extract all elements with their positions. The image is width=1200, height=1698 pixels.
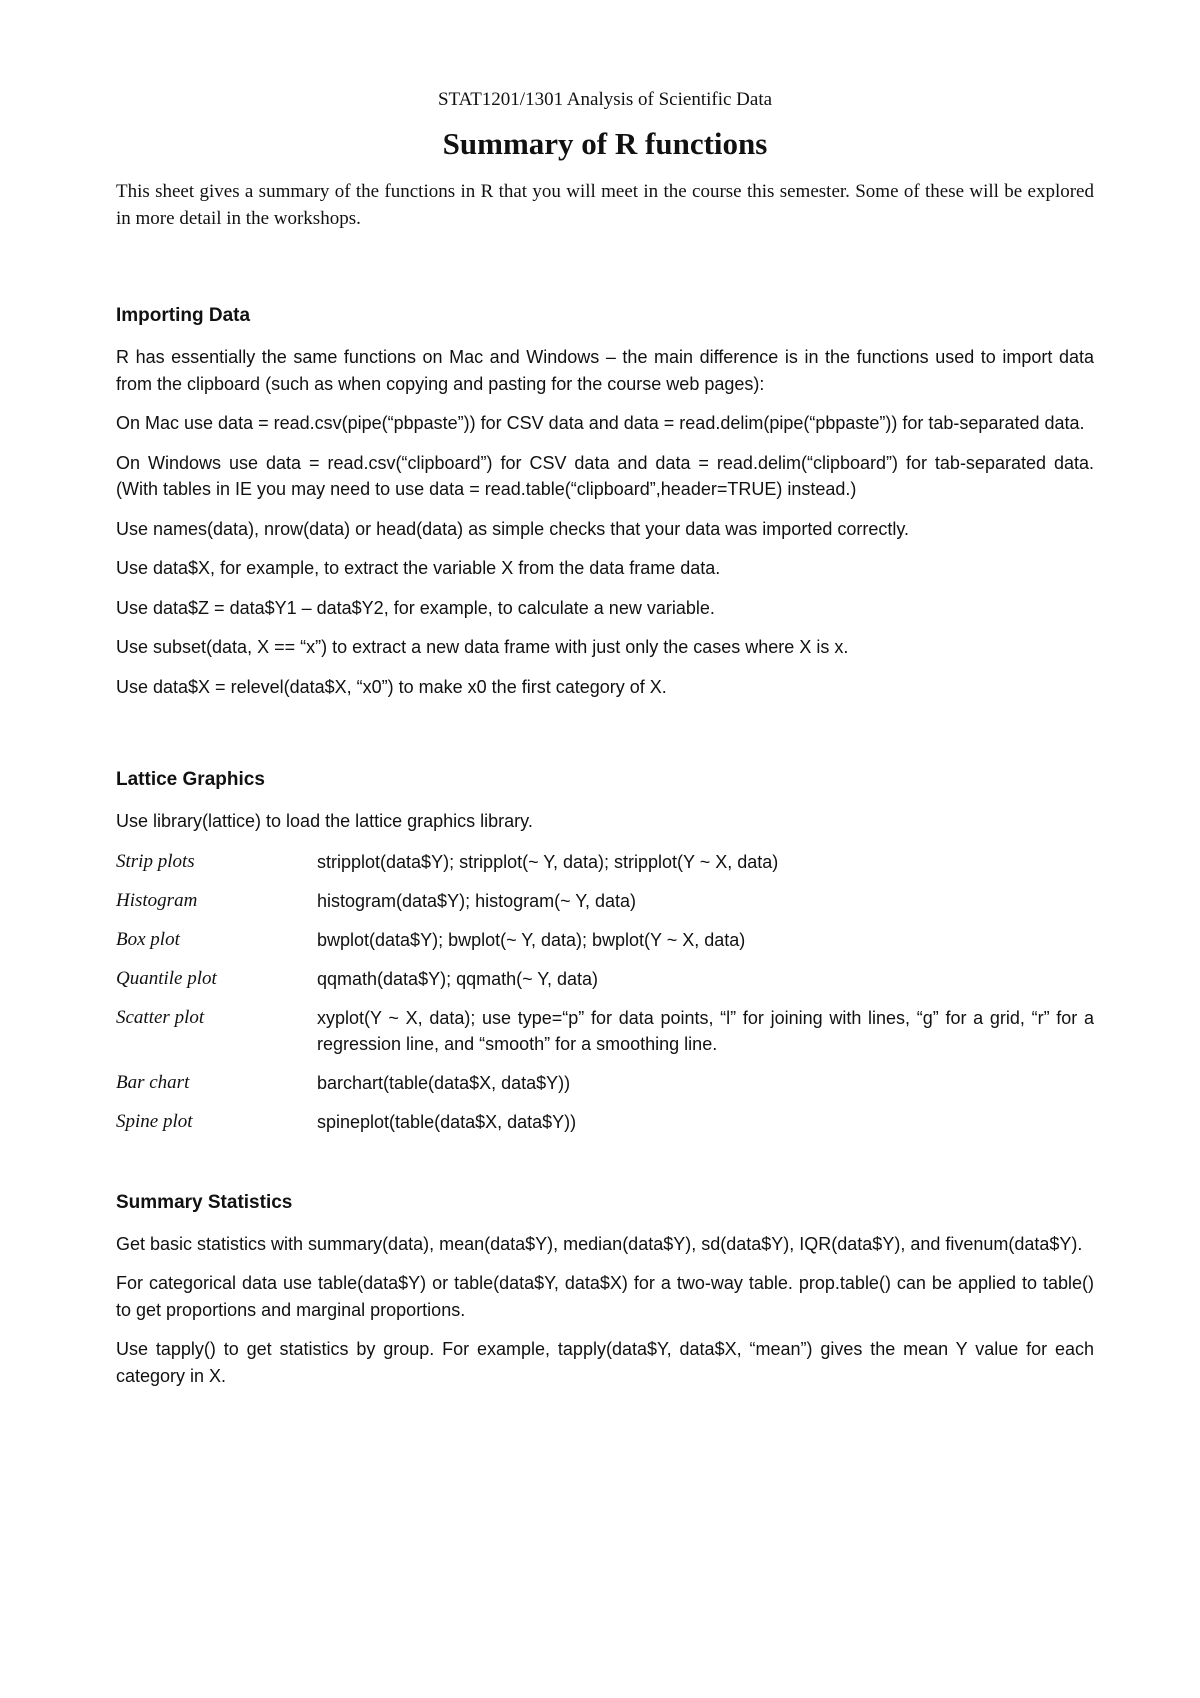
extract-variable-paragraph: Use data$X, for example, to extract the variable X from the data frame data. [116, 558, 721, 578]
section-spacer [116, 245, 1094, 303]
categorical-data-paragraph: For categorical data use table(data$Y) or table(data$Y, data$X) for a two-way table. prop.table() can be applied to table() to get proportions and marginal proportions. [116, 1273, 1094, 1320]
plot-function-text: xyplot(Y ~ X, data); use type=“p” for data points, “l” for joining with lines, “g” for a grid, “r” for a regression line, and “smooth” for a smoothing line. [317, 1007, 1094, 1054]
document-content [116, 86, 1094, 1402]
mac-import-paragraph: On Mac use data = read.csv(pipe(“pbpaste”)) for CSV data and data = read.delim(pipe(“pbpaste”)) for tab-separated data. [116, 413, 1085, 433]
plot-function-text: histogram(data$Y); histogram(~ Y, data) [317, 890, 636, 911]
windows-import-paragraph: On Windows use data = read.csv(“clipboard”) for CSV data and data = read.delim(“clipboard”) for tab-separated data. (With tables in IE you may need to use data = read.table(“clipboard”,header=TRUE) instead.) [116, 452, 1094, 499]
lattice-plot-list [116, 849, 1094, 1135]
plot-function-text: stripplot(data$Y); stripplot(~ Y, data); stripplot(Y ~ X, data) [317, 851, 779, 872]
importing-data-heading: Importing Data [116, 305, 251, 326]
plot-row-strip-plots [116, 849, 1094, 875]
subset-paragraph: Use subset(data, X == “x”) to extract a new data frame with just only the cases where X is x. [116, 637, 849, 657]
course-title: STAT1201/1301 Analysis of Scientific Data [437, 89, 773, 110]
importing-paragraph-1: R has essentially the same functions on Mac and Windows – the main difference is in the functions used to import data from the clipboard (such as when copying and pasting for the course web pages): [116, 347, 1094, 394]
basic-statistics-paragraph: Get basic statistics with summary(data), mean(data$Y), median(data$Y), sd(data$Y), IQR(data$Y), and fivenum(data$Y). [116, 1233, 1083, 1254]
data-check-paragraph: Use names(data), nrow(data) or head(data) as simple checks that your data was imported correctly. [116, 518, 910, 539]
plot-row-box-plot [116, 927, 1094, 953]
plot-row-scatter-plot [116, 1005, 1094, 1057]
plot-type-label: Box plot [116, 928, 180, 950]
plot-type-label: Bar chart [116, 1071, 190, 1093]
plot-row-bar-chart [116, 1070, 1094, 1096]
plot-function-text: barchart(table(data$X, data$Y)) [317, 1072, 571, 1093]
plot-type-label: Scatter plot [116, 1006, 205, 1028]
plot-type-label: Strip plots [116, 850, 195, 872]
plot-type-label: Quantile plot [116, 967, 217, 989]
plot-function-text: bwplot(data$Y); bwplot(~ Y, data); bwplot(Y ~ X, data) [317, 929, 746, 950]
plot-function-text: qqmath(data$Y); qqmath(~ Y, data) [317, 968, 599, 989]
lattice-library-paragraph: Use library(lattice) to load the lattice graphics library. [116, 811, 533, 831]
plot-row-quantile-plot [116, 966, 1094, 992]
plot-row-histogram [116, 888, 1094, 914]
lattice-graphics-heading: Lattice Graphics [116, 769, 265, 790]
lattice-graphics-section [116, 767, 1094, 1135]
intro-paragraph: This sheet gives a summary of the functions in R that you will meet in the course this semester. Some of these will be explored in more detail in the workshops. [116, 181, 1094, 229]
summary-statistics-section [116, 1190, 1094, 1390]
relevel-paragraph: Use data$X = relevel(data$X, “x0”) to make x0 the first category of X. [116, 676, 667, 697]
summary-statistics-heading: Summary Statistics [116, 1191, 293, 1213]
plot-function-text: spineplot(table(data$X, data$Y)) [317, 1111, 577, 1132]
document-title: Summary of R functions [442, 126, 768, 161]
plot-row-spine-plot [116, 1109, 1094, 1135]
section-spacer [116, 1148, 1094, 1190]
tapply-paragraph: Use tapply() to get statistics by group. For example, tapply(data$Y, data$X, “mean”) gives the mean Y value for each category in X. [116, 1339, 1094, 1386]
plot-type-label: Spine plot [116, 1110, 193, 1132]
importing-data-section [116, 303, 1094, 700]
calculate-variable-paragraph: Use data$Z = data$Y1 – data$Y2, for example, to calculate a new variable. [116, 597, 715, 618]
section-spacer [116, 713, 1094, 767]
plot-type-label: Histogram [116, 889, 198, 911]
